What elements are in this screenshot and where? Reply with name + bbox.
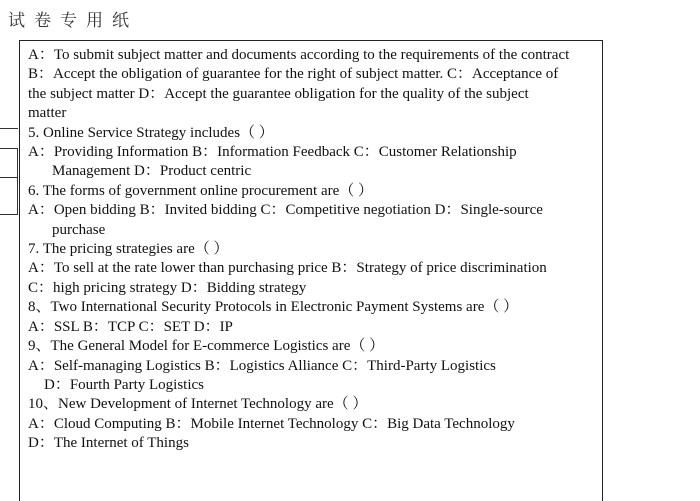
question-5: 5. Online Service Strategy includes（ ） [28,124,274,141]
margin-mark [0,177,18,178]
question-9-options-cont: D：Fourth Party Logistics [44,376,204,393]
question-5-options: A：Providing Information B：Information Feedback C：Customer Relationship [28,144,517,161]
question-9: 9、The General Model for E-commerce Logistics are（ ） [28,338,385,355]
question-10: 10、New Development of Internet Technology are（ ） [28,396,368,413]
question-7-options-cont: C：high pricing strategy D：Bidding strategy [28,279,307,296]
question-10-options: A：Cloud Computing B：Mobile Internet Technology C：Big Data Technology [28,415,515,432]
question-6-options: A：Open bidding B：Invited bidding C：Competitive negotiation D：Single-source [28,202,543,219]
margin-mark [0,148,18,149]
question-9-options: A：Self-managing Logistics B：Logistics Alliance C：Third-Party Logistics [28,357,496,374]
question-5-options-cont: Management D：Product centric [52,163,252,180]
question-10-options-cont: D：The Internet of Things [28,435,189,452]
question-7-options: A：To sell at the rate lower than purchasing price B：Strategy of price discrimination [28,260,547,277]
question-6: 6. The forms of government online procurement are（ ） [28,182,374,199]
question-option-line: matter [28,105,67,122]
question-option-line: B：Accept the obligation of guarantee for the right of subject matter. C：Acceptance of [28,66,559,83]
margin-mark [0,128,18,129]
question-6-options-cont: purchase [52,221,106,238]
question-option-line: the subject matter D：Accept the guarantee obligation for the quality of the subject [28,85,529,102]
question-8-options: A：SSL B：TCP C：SET D：IP [28,318,233,335]
question-option-line: A：To submit subject matter and documents according to the requirements of the contract [28,47,570,63]
question-list [28,46,593,454]
margin-mark [0,214,18,215]
paper-header-title: 试卷专用纸 [8,11,138,30]
margin-line [17,148,18,214]
question-7: 7. The pricing strategies are（ ） [28,241,229,258]
question-8: 8、Two International Security Protocols in Electronic Payment Systems are（ ） [28,299,519,316]
